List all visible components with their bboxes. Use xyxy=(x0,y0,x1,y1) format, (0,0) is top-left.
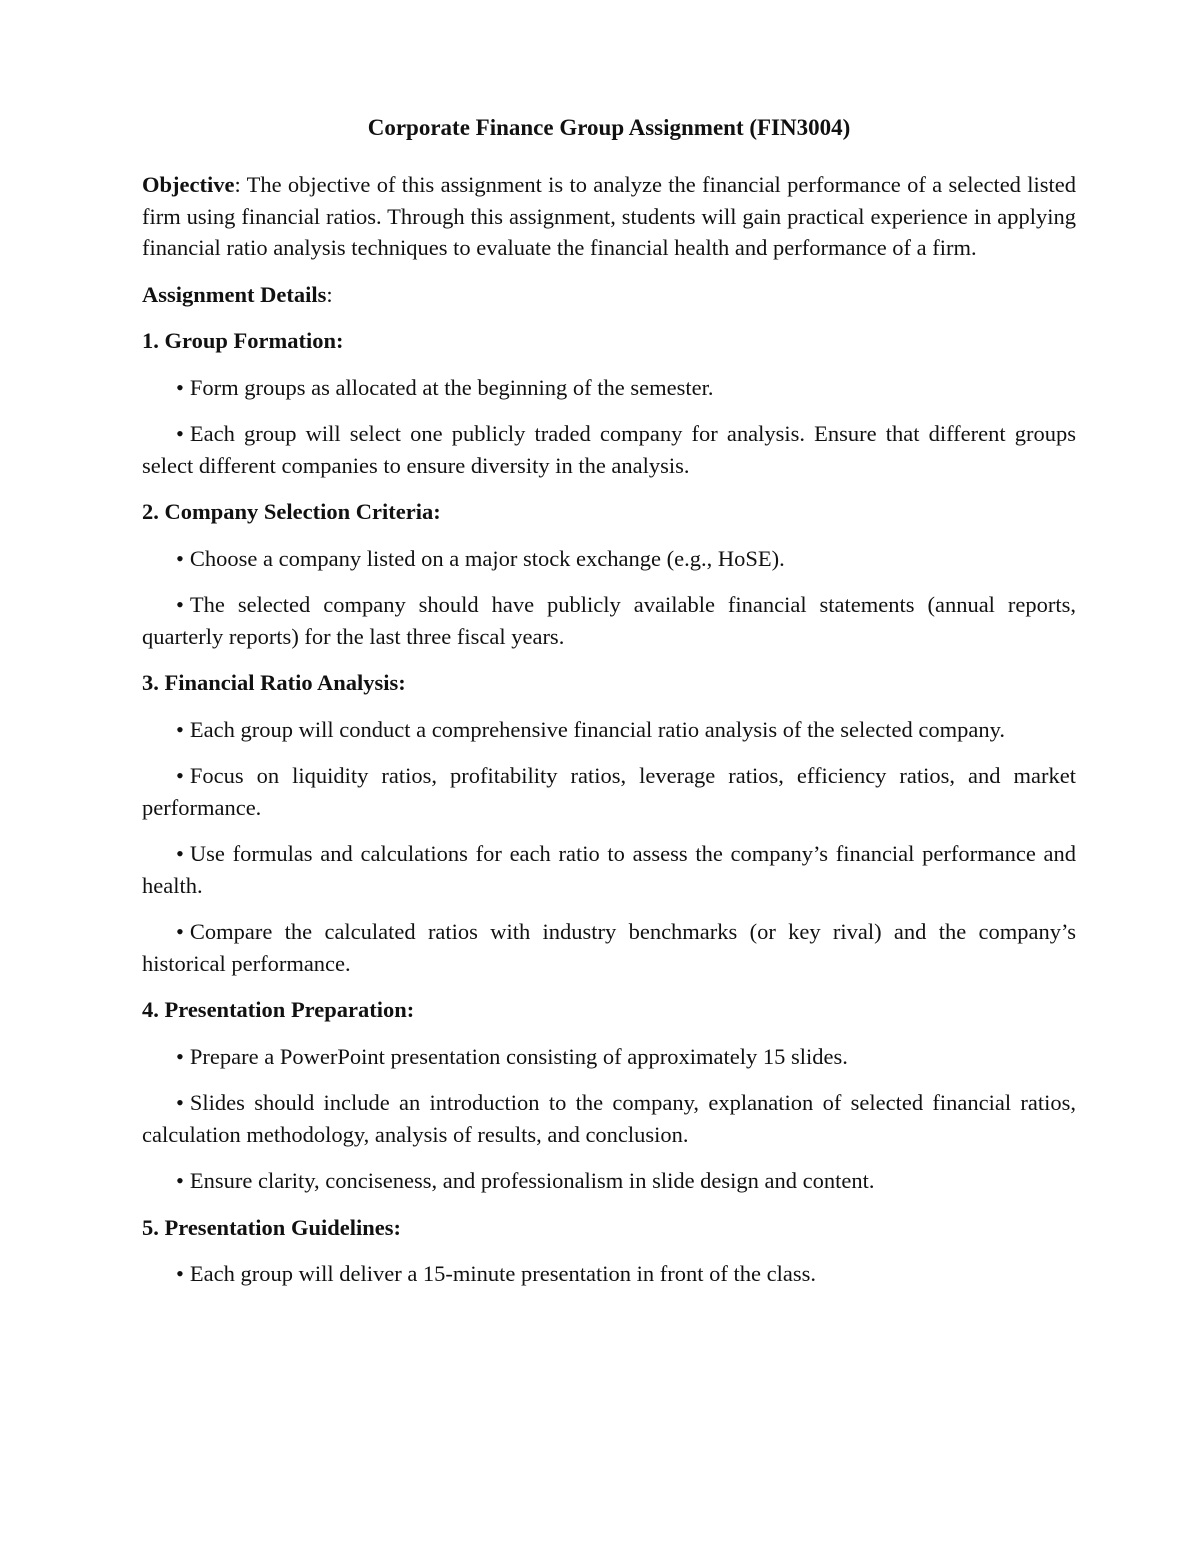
bullet-glyph: • xyxy=(176,841,184,866)
bullet-item xyxy=(142,418,1076,481)
bullet-glyph: • xyxy=(176,545,184,571)
bullet-item xyxy=(142,589,1076,652)
bullet-text: Use formulas and calculations for each ratio to assess the company’s financial performance and health. xyxy=(142,841,1076,898)
bullet-text: Slides should include an introduction to the company, explanation of selected financial ratios, calculation methodology, analysis of results, and conclusion. xyxy=(142,1090,1076,1147)
bullet-text: Prepare a PowerPoint presentation consisting of approximately 15 slides. xyxy=(189,1043,848,1069)
bullet-item xyxy=(142,1165,1076,1197)
bullet-glyph: • xyxy=(176,592,184,617)
bullet-glyph: • xyxy=(176,919,184,944)
bullet-text: Ensure clarity, conciseness, and professionalism in slide design and content. xyxy=(189,1168,875,1193)
section-heading-company-selection: 2. Company Selection Criteria: xyxy=(142,499,441,524)
bullet-text: Compare the calculated ratios with industry benchmarks (or key rival) and the company’s historical performance. xyxy=(142,919,1076,976)
section-heading-presentation-guidelines: 5. Presentation Guidelines: xyxy=(142,1214,401,1240)
objective-label: Objective xyxy=(142,172,235,197)
objective-paragraph xyxy=(142,169,1076,264)
bullet-glyph: • xyxy=(176,763,184,788)
bullet-text: Choose a company listed on a major stock exchange (e.g., HoSE). xyxy=(189,545,785,571)
assignment-details-colon: : xyxy=(326,281,333,307)
bullet-glyph: • xyxy=(176,374,184,400)
bullet-text: Each group will conduct a comprehensive financial ratio analysis of the selected company. xyxy=(189,716,1006,742)
bullet-glyph: • xyxy=(176,1261,184,1286)
document-title: Corporate Finance Group Assignment (FIN3004) xyxy=(367,115,851,140)
bullet-item xyxy=(142,838,1076,901)
section-heading-group-formation: 1. Group Formation: xyxy=(142,328,344,353)
bullet-text: Focus on liquidity ratios, profitability ratios, leverage ratios, efficiency ratios, and market performance. xyxy=(142,763,1076,820)
bullet-item xyxy=(142,916,1076,979)
bullet-text: Each group will select one publicly traded company for analysis. Ensure that different groups select different companies to ensure diversity in the analysis. xyxy=(142,421,1076,478)
bullet-item xyxy=(142,1041,1076,1073)
assignment-details-label: Assignment Details xyxy=(142,281,327,307)
bullet-glyph: • xyxy=(176,716,184,742)
bullet-item xyxy=(142,760,1076,823)
bullet-glyph: • xyxy=(176,1168,184,1193)
section-heading-ratio-analysis: 3. Financial Ratio Analysis: xyxy=(142,670,406,695)
bullet-item xyxy=(142,372,1076,404)
bullet-glyph: • xyxy=(176,1090,184,1115)
bullet-text: The selected company should have publicly available financial statements (annual reports, quarterly reports) for the last three fiscal years. xyxy=(142,592,1076,649)
bullet-item xyxy=(142,1087,1076,1150)
assignment-details-heading xyxy=(142,279,1076,311)
bullet-glyph: • xyxy=(176,421,184,446)
bullet-text: Form groups as allocated at the beginning of the semester. xyxy=(189,374,714,400)
bullet-item xyxy=(142,714,1076,746)
bullet-item xyxy=(142,1258,1076,1290)
objective-text: : The objective of this assignment is to analyze the financial performance of a selected listed firm using financial ratios. Through this assignment, students will gain practical experience in applying financial ratio analysis techniques to evaluate the financial health and performance of a firm. xyxy=(142,172,1076,260)
bullet-item xyxy=(142,543,1076,575)
bullet-glyph: • xyxy=(176,1043,184,1069)
section-heading-presentation-preparation: 4. Presentation Preparation: xyxy=(142,997,415,1022)
bullet-text: Each group will deliver a 15-minute presentation in front of the class. xyxy=(189,1261,816,1286)
